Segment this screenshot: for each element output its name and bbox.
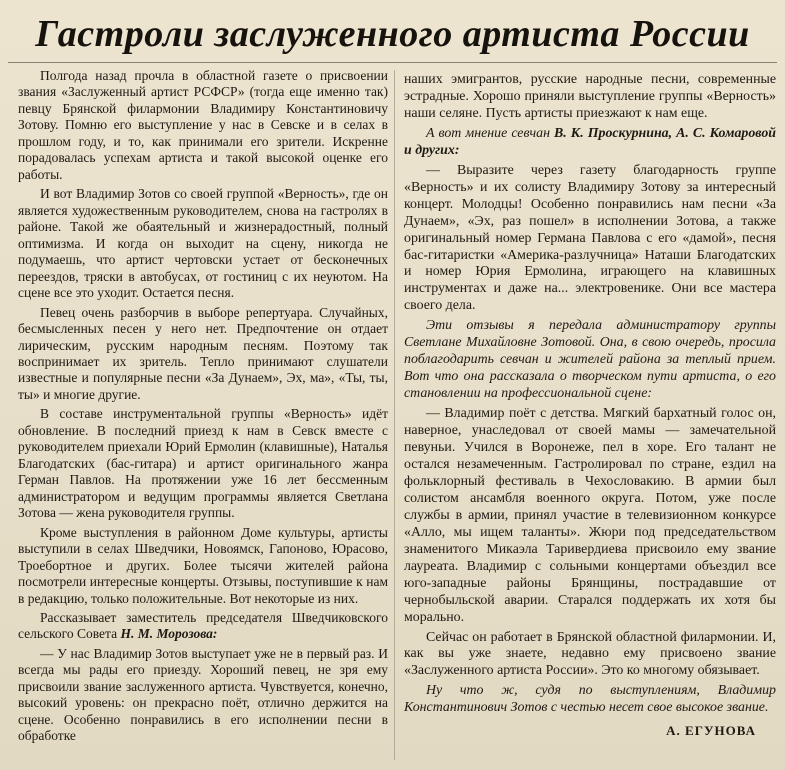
left-paragraph-7: — У нас Владимир Зотов выступает уже не в первый раз. И всегда мы рады его приезду. Хороший певец, не зря ему присвоили звание заслуженного артиста. Чувствуется, конечно, высокий уровень: он прекрасно поёт, отлично держится на сцене. Особенно понравились в его исполнении песни в обработке bbox=[18, 645, 388, 744]
article-headline: Гастроли заслуженного артиста России bbox=[35, 13, 750, 55]
quoted-persons-names: В. К. Проскурнина, А. С. Комаровой и других: bbox=[404, 125, 777, 158]
author-signature: А. ЕГУНОВА bbox=[666, 723, 756, 739]
right-paragraph-4: Эти отзывы я передала администратору группы Светлане Михайловне Зотовой. Она, в свою очередь, просила поблагодарить севчан и жителей района за теплый прием. Вот что она рассказала о творческом пути артиста, о его становлении на профессиональной сцене: bbox=[404, 318, 776, 402]
right-paragraph-2 bbox=[404, 126, 776, 160]
left-paragraph-2: И вот Владимир Зотов со своей группой «Верность», где он является художественным руководителем, снова на гастролях в районе. Такой же обаятельный и жизнерадостный, полный оптимизма. И когда он выходит на сцену, никогда не подумаешь, что артист чертовски устает от бесконечных переездов, тряски в автобусах, от гостиниц с их неуютом. На сцене все это уходит. Остается песня. bbox=[18, 186, 388, 301]
right-paragraph-7: Ну что ж, судя по выступлениям, Владимир Константинович Зотов с честью несет свое высокое звание. bbox=[404, 683, 776, 716]
right-paragraph-1: наших эмигрантов, русские народные песни, современные эстрадные. Хорошо приняли выступление группы «Верность» наши селяне. Пусть артисты приезжают к нам еще. bbox=[404, 72, 776, 121]
left-paragraph-6 bbox=[18, 610, 388, 643]
left-column bbox=[18, 68, 388, 748]
intro-text: Рассказывает заместитель председателя Шведчиковского сельского Совета bbox=[18, 610, 388, 642]
quoted-person-name: Н. М. Морозова: bbox=[120, 626, 218, 642]
left-paragraph-5: Кроме выступления в районном Доме культуры, артисты выступили в селах Шведчики, Новоямск, Гапоново, Юрасово, Троебортное и других. Более тысячи жителей района посмотрели интересные концерты. Отзывы, поступившие к нам в редакцию, только положительные. Вот некоторые из них. bbox=[18, 524, 388, 606]
right-paragraph-5: — Владимир поёт с детства. Мягкий бархатный голос он, наверное, унаследовал от своей мамы — замечательной певуньи. Учился в Воронеже, пел в хоре. Его талант не остался незамеченным. Гастролировал по стране, ездил на фольклорный фестиваль в Чехословакию. В армии был солистом ансамбля военного округа. Потом, уже после службы в армии, принял участие в телевизионном конкурсе «Алло, мы ищем таланты». Жюри под председательством знаменитого Микаэла Таривердиева присвоило ему звание лауреата. Владимир с сольными концертами объездил все юго-западные районы Брянщины, пострадавшие от чернобыльской аварии. Старался поддержать их хотя бы морально. bbox=[404, 406, 776, 625]
headline-rule bbox=[8, 62, 777, 63]
left-paragraph-3: Певец очень разборчив в выборе репертуара. Случайных, бесмысленных песен у него нет. Предпочтение он отдает лирическим, русским народным песням. Поэтому так воспринимает их зритель. Тепло принимают слушатели известные и популярные песни «За Дунаем», Эх, ма», «Ты, ты, ты» и многие другие. bbox=[18, 304, 388, 402]
left-paragraph-4: В составе инструментальной группы «Верность» идёт обновление. В последний приезд к нам в Севск вместе с руководителем приехали Юрий Ермолин (клавишные), Наталья Благодатских (бас-гитара) и артист оригинального жанра Герман Павлов. На протяжении уже 16 лет бессменным администратором и ведущим программы является Светлана Зотова — жена руководителя группы. bbox=[18, 406, 388, 521]
intro-text: А вот мнение севчан bbox=[426, 125, 554, 141]
right-column bbox=[404, 72, 776, 740]
right-paragraph-3: — Выразите через газету благодарность группе «Верность» и их солисту Владимиру Зотову за интересный концерт. Молодцы! Особенно понравились нам песни «За Дунаем», «Эх, раз пошел» в исполнении Зотова, а также оригинальный номер Германа Павлова с его «дамой», песня бас-гитаристки «Америка-разлучница» Наташи Благодатских и номер Юрия Ермолина, играющего на клавишных инструментах и даже на... электровенике. Они все мастера своего дела. bbox=[404, 162, 776, 314]
column-divider bbox=[394, 70, 395, 760]
left-paragraph-1: Полгода назад прочла в областной газете о присвоении звания «Заслуженный артист РСФСР» (тогда еще именно так) певцу Брянской филармонии Владимиру Константиновичу Зотову. Помню его выступление у нас в Севске и в селах в прошлом году, и то, как принимали его зрители. Искренне порадовалась успехам артиста и такой высокой оценке его работы. bbox=[18, 68, 388, 182]
right-paragraph-6: Сейчас он работает в Брянской областной филармонии. И, как вы уже знаете, недавно ему присвоено звание «Заслуженного артиста России». Это ко многому обязывает. bbox=[404, 629, 776, 679]
